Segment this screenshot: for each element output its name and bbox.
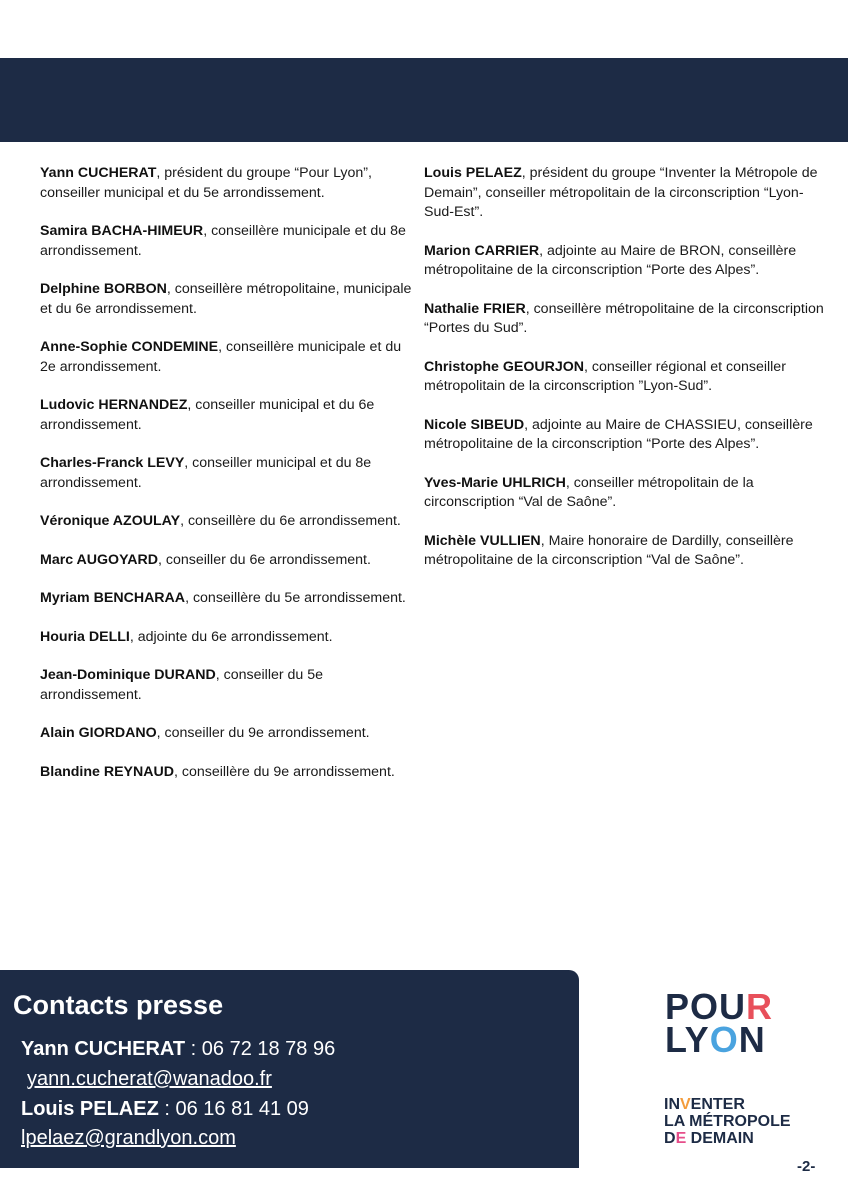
member-entry: Michèle VULLIEN, Maire honoraire de Dardilly, conseillère métropolitaine de la circonscription “Val de Saône”. [424, 532, 794, 568]
inventer-metropole-logo: INVENTER LA MÉTROPOLE DE DEMAIN [664, 1096, 791, 1147]
member-entry: Nicole SIBEUD, adjointe au Maire de CHASSIEU, conseillère métropolitaine de la circonscription “Porte des Alpes”. [424, 416, 813, 452]
member-entry: Nathalie FRIER, conseillère métropolitaine de la circonscription “Portes du Sud”. [424, 300, 824, 336]
contact-2-name: Louis PELAEZ [21, 1098, 159, 1120]
member-entry: Ludovic HERNANDEZ, conseiller municipal et du 6e arrondissement. [40, 397, 375, 433]
header-band [0, 58, 848, 142]
member-entry: Anne-Sophie CONDEMINE, conseillère municipale et du 2e arrondissement. [40, 339, 402, 375]
member-entry: Charles-Franck LEVY, conseiller municipal et du 8e arrondissement. [40, 455, 372, 491]
member-entry: Blandine REYNAUD, conseillère du 9e arrondissement. [40, 763, 395, 780]
left-column [40, 164, 415, 801]
member-entry: Myriam BENCHARAA, conseillère du 5e arrondissement. [40, 590, 406, 606]
contact-1-phone: : 06 72 18 78 96 [185, 1038, 336, 1060]
press-contacts-title: Contacts presse [13, 990, 224, 1020]
member-entry: Véronique AZOULAY, conseillère du 6e arrondissement. [40, 513, 401, 529]
contact-1-line [21, 1038, 335, 1061]
member-entry: Delphine BORBON, conseillère métropolitaine, municipale et du 6e arrondissement. [40, 281, 412, 317]
member-entry: Samira BACHA-HIMEUR, conseillère municipale et du 8e arrondissement. [40, 223, 406, 259]
member-entry: Jean-Dominique DURAND, conseiller du 5e arrondissement. [40, 667, 324, 703]
member-entry: Marc AUGOYARD, conseiller du 6e arrondissement. [40, 551, 371, 568]
contact-2-phone: : 06 16 81 41 09 [158, 1098, 309, 1120]
press-contacts-box [0, 970, 579, 1168]
right-column [424, 164, 829, 590]
contact-1-email[interactable]: yann.cucherat@wanadoo.fr [27, 1068, 272, 1090]
contact-1-name: Yann CUCHERAT [21, 1038, 186, 1060]
member-entry: Houria DELLI, adjointe du 6e arrondissement. [40, 628, 333, 645]
pour-lyon-logo: POUR LYON [665, 986, 774, 1060]
member-entry: Christophe GEOURJON, conseiller régional et conseiller métropolitain de la circonscription ”Lyon-Sud”. [424, 358, 786, 394]
contact-2-line [21, 1098, 309, 1121]
member-entry: Marion CARRIER, adjointe au Maire de BRON, conseillère métropolitaine de la circonscription “Porte des Alpes”. [424, 242, 797, 278]
contact-2-email[interactable]: lpelaez@grandlyon.com [21, 1127, 236, 1149]
member-entry: Louis PELAEZ, président du groupe “Inventer la Métropole de Demain”, conseiller métropolitain de la circonscription “Lyon-Sud-Est”. [424, 165, 818, 220]
page-number: -2- [797, 1158, 816, 1175]
member-entry: Alain GIORDANO, conseiller du 9e arrondissement. [40, 725, 370, 741]
member-entry: Yann CUCHERAT, président du groupe “Pour Lyon”, conseiller municipal et du 5e arrondissement. [40, 165, 372, 201]
member-entry: Yves-Marie UHLRICH, conseiller métropolitain de la circonscription “Val de Saône”. [424, 474, 754, 510]
